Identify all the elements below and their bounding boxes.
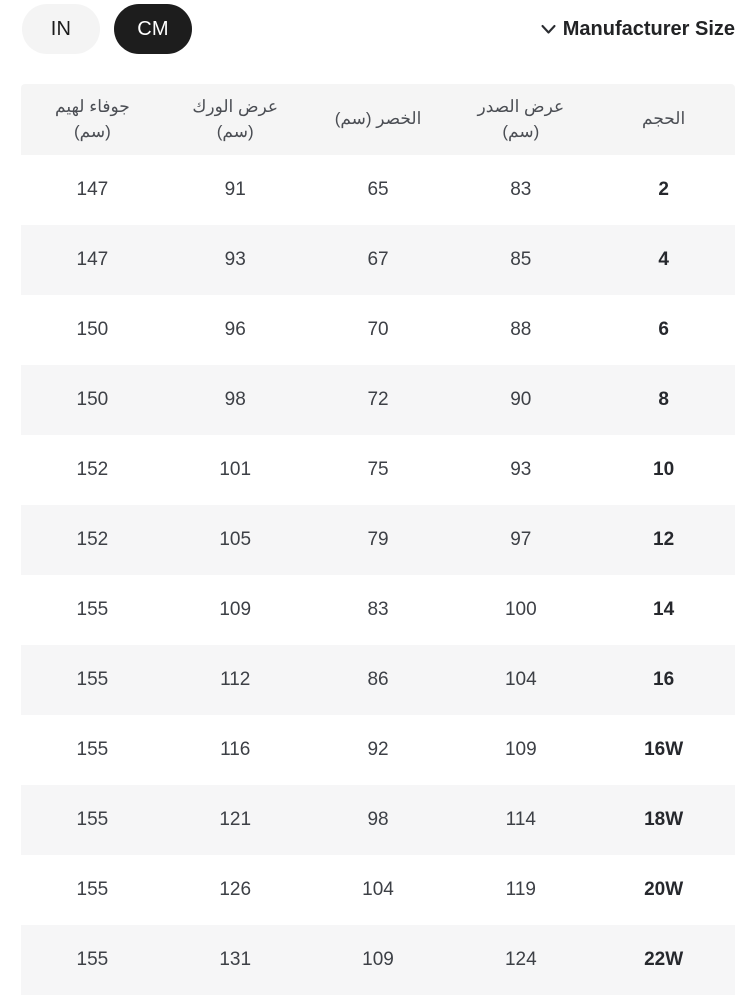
hip-value: 121: [164, 785, 307, 855]
column-header-waist: الخصر (سم): [307, 84, 450, 155]
size-value: 16W: [644, 739, 684, 760]
hollow-to-hem-value: 152: [76, 459, 109, 480]
hollow-to-hem-value: 155: [21, 925, 164, 995]
hollow-to-hem-value: 150: [21, 365, 164, 435]
waist-value: 83: [367, 599, 389, 620]
column-header-size: الحجم: [592, 84, 735, 155]
table-row: [21, 645, 735, 715]
waist-value: 79: [307, 505, 450, 575]
hollow-to-hem-value: 150: [76, 319, 109, 340]
unit-toggle-cm-button[interactable]: CM: [114, 4, 192, 54]
hip-value: 93: [164, 225, 307, 295]
manufacturer-size-dropdown[interactable]: [541, 18, 735, 41]
size-value: 2: [658, 179, 669, 200]
table-row: [21, 295, 735, 365]
hollow-to-hem-value: 147: [76, 179, 109, 200]
hollow-to-hem-value: 155: [21, 785, 164, 855]
waist-value: 98: [307, 785, 450, 855]
table-row: [21, 225, 735, 295]
chest-value: 104: [449, 645, 592, 715]
waist-value: 70: [367, 319, 389, 340]
hip-value: 131: [164, 925, 307, 995]
table-row: [21, 925, 735, 995]
hip-value: 116: [220, 739, 251, 760]
size-value: 4: [592, 225, 735, 295]
hollow-to-hem-value: 155: [76, 739, 109, 760]
size-chart-table-header: [21, 84, 735, 155]
chest-value: 114: [449, 785, 592, 855]
table-row: [21, 365, 735, 435]
chest-value: 90: [449, 365, 592, 435]
hip-value: 101: [219, 459, 252, 480]
hollow-to-hem-value: 152: [21, 505, 164, 575]
size-value: 20W: [644, 879, 684, 900]
chest-value: 88: [510, 319, 532, 340]
hollow-to-hem-value: 155: [76, 599, 109, 620]
size-value: 12: [592, 505, 735, 575]
chevron-down-icon: [541, 24, 556, 35]
unit-toggle: [22, 4, 192, 54]
column-header-hollow-to-hem: جوفاء لهيم (سم): [21, 84, 164, 155]
waist-value: 92: [367, 739, 389, 760]
hip-value: 105: [164, 505, 307, 575]
waist-value: 65: [367, 179, 389, 200]
table-row: [21, 715, 735, 785]
waist-value: 104: [362, 879, 394, 900]
hip-value: 126: [219, 879, 252, 900]
chest-value: 93: [510, 459, 532, 480]
hip-value: 112: [164, 645, 307, 715]
size-value: 8: [592, 365, 735, 435]
table-row: [21, 155, 735, 225]
hollow-to-hem-value: 155: [76, 879, 109, 900]
waist-value: 109: [307, 925, 450, 995]
chest-value: 97: [449, 505, 592, 575]
waist-value: 86: [307, 645, 450, 715]
chest-value: 109: [504, 739, 537, 760]
table-row: [21, 435, 735, 505]
hip-value: 96: [224, 319, 246, 340]
chest-value: 100: [504, 599, 537, 620]
table-row: [21, 855, 735, 925]
size-chart-table-body: [21, 155, 735, 995]
chest-value: 124: [449, 925, 592, 995]
table-row: [21, 575, 735, 645]
waist-value: 72: [307, 365, 450, 435]
hollow-to-hem-value: 155: [21, 645, 164, 715]
hollow-to-hem-value: 147: [21, 225, 164, 295]
size-value: 18W: [592, 785, 735, 855]
size-chart-toolbar: [0, 0, 751, 58]
chest-value: 83: [510, 179, 532, 200]
table-row: [21, 785, 735, 855]
hip-value: 91: [224, 179, 246, 200]
waist-value: 67: [307, 225, 450, 295]
size-value: 16: [592, 645, 735, 715]
hip-value: 109: [219, 599, 252, 620]
size-value: 6: [658, 319, 669, 340]
chest-value: 119: [505, 879, 536, 900]
waist-value: 75: [367, 459, 389, 480]
column-header-chest: عرض الصدر (سم): [449, 84, 592, 155]
size-value: 10: [653, 459, 675, 480]
size-chart-table: [21, 84, 735, 995]
size-value: 14: [653, 599, 675, 620]
unit-toggle-in-button[interactable]: IN: [22, 4, 100, 54]
column-header-hip: عرض الورك (سم): [164, 84, 307, 155]
size-value: 22W: [592, 925, 735, 995]
manufacturer-size-label: Manufacturer Size: [562, 18, 735, 40]
chest-value: 85: [449, 225, 592, 295]
table-row: [21, 505, 735, 575]
hip-value: 98: [164, 365, 307, 435]
